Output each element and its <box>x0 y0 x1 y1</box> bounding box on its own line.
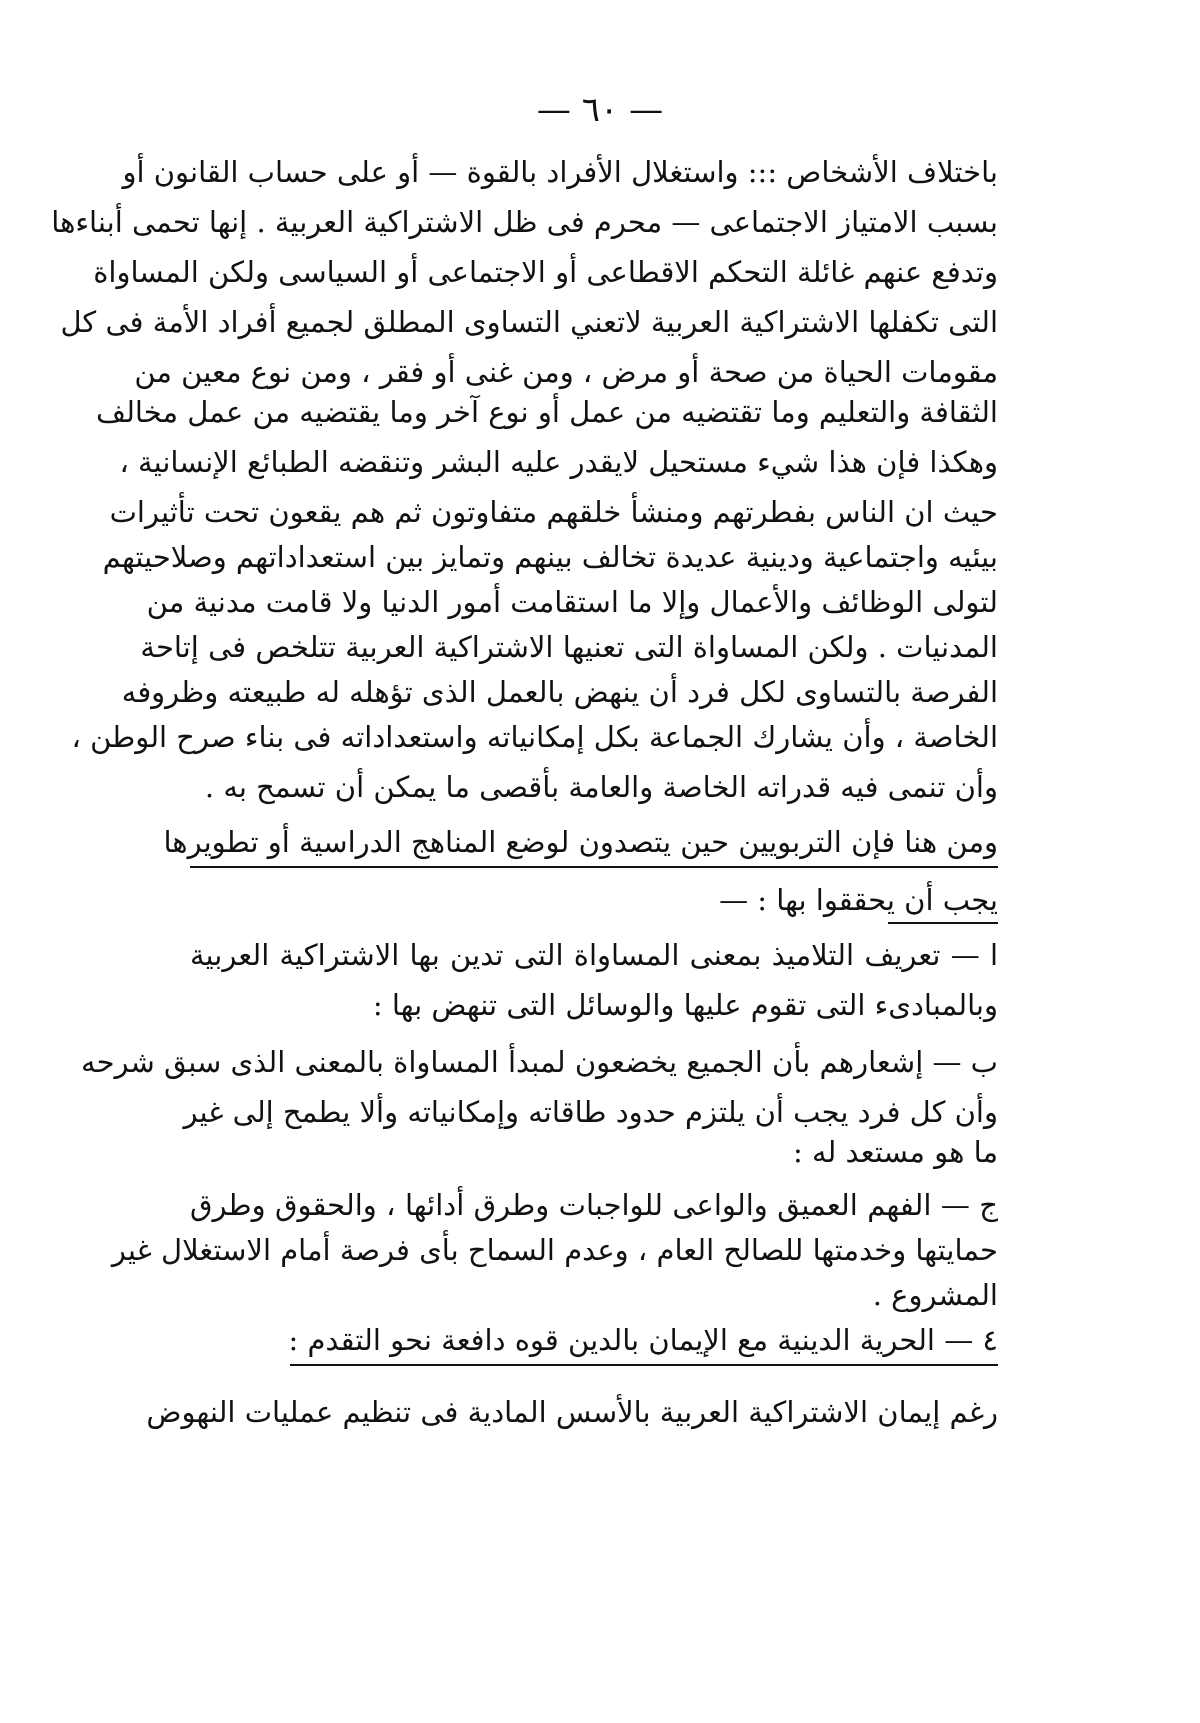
list-item-c-line: حمايتها وخدمتها للصالح العام ، وعدم السماح بأى فرصة أمام الاستغلال غير <box>111 1233 998 1267</box>
list-item-c-line: ج — الفهم العميق والواعى للواجبات وطرق أدائها ، والحقوق وطرق <box>190 1188 998 1222</box>
paragraph-line: وهكذا فإن هذا شيء مستحيل لايقدر عليه البشر وتنقضه الطبائع الإنسانية ، <box>119 445 998 479</box>
paragraph-line: مقومات الحياة من صحة أو مرض ، ومن غنى أو فقر ، ومن نوع معين من <box>134 355 998 389</box>
paragraph-line: بسبب الامتياز الاجتماعى — محرم فى ظل الاشتراكية العربية . إنها تحمى أبناءها <box>51 205 998 239</box>
section-heading: ٤ — الحرية الدينية مع الإيمان بالدين قوه دافعة نحو التقدم : <box>288 1323 998 1357</box>
list-item-b-line: ما هو مستعد له : <box>792 1135 998 1169</box>
paragraph-line: بيئيه واجتماعية ودينية عديدة تخالف بينهم وتمايز بين استعداداتهم وصلاحيتهم <box>102 540 998 574</box>
list-item-b-line: وأن كل فرد يجب أن يلتزم حدود طاقاته وإمكانياته وألا يطمح إلى غير <box>183 1095 998 1129</box>
page-number: — ٦٠ — <box>536 90 664 130</box>
paragraph-line: لتولى الوظائف والأعمال وإلا ما استقامت أمور الدنيا ولا قامت مدنية من <box>146 585 998 619</box>
underlined-intro-line: ومن هنا فإن التربويين حين يتصدون لوضع المناهج الدراسية أو تطويرها <box>163 825 998 859</box>
paragraph-line: الثقافة والتعليم وما تقتضيه من عمل أو نوع آخر وما يقتضيه من عمل مخالف <box>96 395 998 429</box>
paragraph-line: باختلاف الأشخاص ::: واستغلال الأفراد بالقوة — أو على حساب القانون أو <box>122 155 998 189</box>
paragraph-line: الخاصة ، وأن يشارك الجماعة بكل إمكانياته واستعداداته فى بناء صرح الوطن ، <box>71 720 998 754</box>
paragraph-line: الفرصة بالتساوى لكل فرد أن ينهض بالعمل الذى تؤهله له طبيعته وظروفه <box>121 675 998 709</box>
list-item-a-line: وبالمبادىء التى تقوم عليها والوسائل التى تنهض بها : <box>372 988 998 1022</box>
paragraph-line: التى تكفلها الاشتراكية العربية لاتعني التساوى المطلق لجميع أفراد الأمة فى كل <box>60 305 998 339</box>
underline-rule <box>888 922 998 924</box>
paragraph-line: رغم إيمان الاشتراكية العربية بالأسس المادية فى تنظيم عمليات النهوض <box>146 1395 998 1429</box>
paragraph-line: المدنيات . ولكن المساواة التى تعنيها الاشتراكية العربية تتلخص فى إتاحة <box>140 630 998 664</box>
list-item-b-line: ب — إشعارهم بأن الجميع يخضعون لمبدأ المساواة بالمعنى الذى سبق شرحه <box>81 1045 998 1079</box>
list-item-a-line: ا — تعريف التلاميذ بمعنى المساواة التى تدين بها الاشتراكية العربية <box>190 938 998 972</box>
heading-underline-rule <box>290 1364 998 1366</box>
paragraph-line: حيث ان الناس بفطرتهم ومنشأ خلقهم متفاوتون ثم هم يقعون تحت تأثيرات <box>109 495 998 529</box>
underlined-intro-line: يجب أن يحققوا بها : — <box>719 883 998 917</box>
paragraph-line: وأن تنمى فيه قدراته الخاصة والعامة بأقصى ما يمكن أن تسمح به . <box>204 770 998 804</box>
underline-rule <box>190 866 998 868</box>
list-item-c-line: المشروع . <box>872 1278 998 1312</box>
paragraph-line: وتدفع عنهم غائلة التحكم الاقطاعى أو الاجتماعى أو السياسى ولكن المساواة <box>93 255 998 289</box>
